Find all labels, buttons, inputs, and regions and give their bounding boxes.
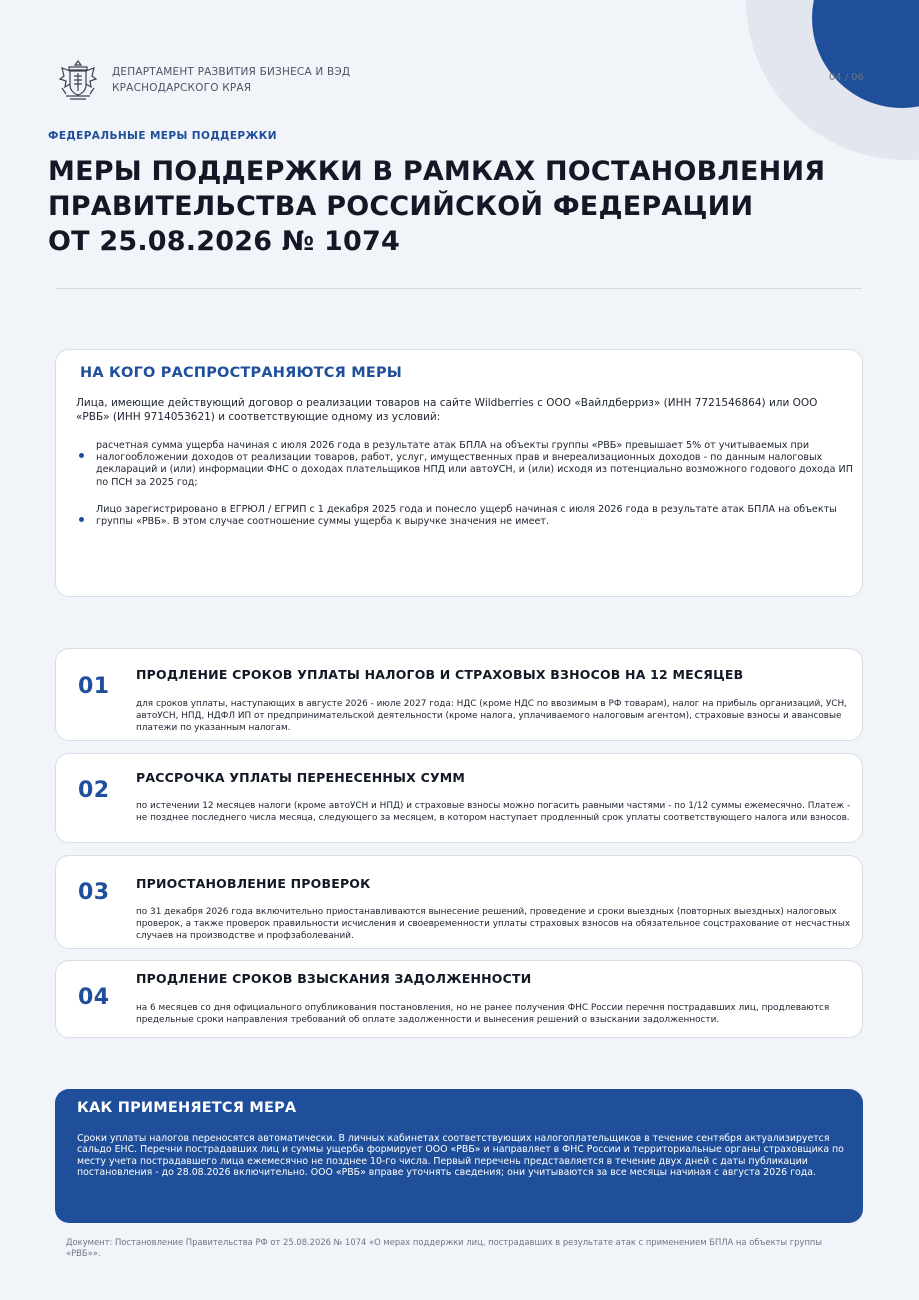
department-name-line1: ДЕПАРТАМЕНТ РАЗВИТИЯ БИЗНЕСА И ВЭД xyxy=(112,66,351,78)
measure-card-03 xyxy=(55,855,863,949)
measure-title: ПРОДЛЕНИЕ СРОКОВ ВЗЫСКАНИЯ ЗАДОЛЖЕННОСТИ xyxy=(136,971,532,986)
coat-of-arms-icon xyxy=(56,58,100,102)
eligibility-condition-text: Лицо зарегистрировано в ЕГРЮЛ / ЕГРИП с 1 декабря 2025 года и понесло ущерб начиная с июля 2026 года в результате атак БПЛА на объекты группы «РВБ». В этом случае соотношение суммы ущерба к выручке значения не имеет. xyxy=(96,503,837,528)
department-name xyxy=(112,64,350,96)
page-title-line2: ПРАВИТЕЛЬСТВА РОССИЙСКОЙ ФЕДЕРАЦИИ xyxy=(48,191,754,222)
measure-number: 01 xyxy=(78,674,110,699)
eligibility-card xyxy=(55,349,863,597)
measure-number: 03 xyxy=(78,880,110,905)
title-divider xyxy=(56,288,862,289)
eligibility-condition xyxy=(76,440,856,489)
eligibility-conditions xyxy=(76,440,856,543)
eligibility-heading: НА КОГО РАСПРОСТРАНЯЮТСЯ МЕРЫ xyxy=(80,365,403,381)
page-title xyxy=(48,154,898,259)
how-it-applies-panel xyxy=(55,1089,863,1223)
measure-text: для сроков уплаты, наступающих в августе 2026 - июле 2027 года: НДС (кроме НДС по ввозимым в РФ товарам), налог на прибыль организаций, УСН, автоУСН, НПД, НДФЛ ИП от предпринимательской деятельности (кроме налога, уплачиваемого налоговым агентом), страховые взносы и авансовые платежи по указанным налогам. xyxy=(136,699,847,733)
measure-text: на 6 месяцев со дня официального опубликования постановления, но не ранее получения ФНС России перечня пострадавших лиц, продлеваются предельные сроки направления требований об оплате задолженности и вынесения решений о взыскании задолженности. xyxy=(136,1003,830,1025)
page-header xyxy=(56,58,876,102)
bullet-dot-icon xyxy=(79,453,84,458)
how-it-applies-text: Сроки уплаты налогов переносятся автоматически. В личных кабинетах соответствующих налогоплательщиков в течение сентября актуализируется сальдо ЕНС. Перечни пострадавших лиц и суммы ущерба формирует ООО «РВБ» и направляет в ФНС России и территориальные органы страховщика по месту учета пострадавшего лица ежемесячно не позднее 10-го числа. Первый перечень представляется в течение двух дней с даты публикации постановления - до 28.08.2026 включительно. ООО «РВБ» вправе уточнять сведения; они учитываются за все месяцы начиная с августа 2026 года. xyxy=(77,1133,844,1179)
measure-number: 02 xyxy=(78,778,110,803)
page-title-line1: МЕРЫ ПОДДЕРЖКИ В РАМКАХ ПОСТАНОВЛЕНИЯ xyxy=(48,156,826,187)
measure-text: по 31 декабря 2026 года включительно приостанавливаются вынесение решений, проведение и сроки выездных (повторных выездных) налоговых проверок, а также проверок правильности исчисления и своевременности уплаты страховых взносов на обязательное соцстрахование от несчастных случаев на производстве и профзаболеваний. xyxy=(136,907,851,941)
section-kicker: ФЕДЕРАЛЬНЫЕ МЕРЫ ПОДДЕРЖКИ xyxy=(48,130,277,142)
how-it-applies-heading: КАК ПРИМЕНЯЕТСЯ МЕРА xyxy=(77,1100,297,1116)
measure-title: ПРИОСТАНОВЛЕНИЕ ПРОВЕРОК xyxy=(136,876,371,891)
eligibility-intro: Лица, имеющие действующий договор о реализации товаров на сайте Wildberries с ООО «Вайлдберриз» (ИНН 7721546864) или ООО «РВБ» (ИНН 9714053621) и соответствующие одному из условий: xyxy=(76,397,818,423)
page-number: 04 / 06 xyxy=(828,72,864,83)
measure-card-02 xyxy=(55,753,863,843)
eligibility-condition xyxy=(76,504,856,528)
measure-title: ПРОДЛЕНИЕ СРОКОВ УПЛАТЫ НАЛОГОВ И СТРАХОВЫХ ВЗНОСОВ НА 12 МЕСЯЦЕВ xyxy=(136,667,744,682)
measure-card-04 xyxy=(55,960,863,1038)
measure-card-01 xyxy=(55,648,863,741)
page-title-line3: ОТ 25.08.2026 № 1074 xyxy=(48,226,401,257)
department-name-line2: КРАСНОДАРСКОГО КРАЯ xyxy=(112,82,252,94)
measure-title: РАССРОЧКА УПЛАТЫ ПЕРЕНЕСЕННЫХ СУММ xyxy=(136,770,466,785)
measure-number: 04 xyxy=(78,985,110,1010)
measure-text: по истечении 12 месяцев налоги (кроме автоУСН и НПД) и страховые взносы можно погасить равными частями - по 1/12 суммы ежемесячно. Платеж - не позднее последнего числа месяца, следующего за месяцем, в котором наступает продленный срок уплаты соответствующего налога или взносов. xyxy=(136,801,851,823)
source-note: Документ: Постановление Правительства РФ от 25.08.2026 № 1074 «О мерах поддержки лиц, пострадавших в результате атак с применением БПЛА на объекты группы «РВБ»». xyxy=(66,1237,823,1258)
eligibility-condition-text: расчетная сумма ущерба начиная с июля 2026 года в результате атак БПЛА на объекты группы «РВБ» превышает 5% от учитываемых при налогообложении доходов от реализации товаров, работ, услуг, имущественных прав и внереализационных доходов - по данным налоговых деклараций и (или) информации ФНС о доходах плательщиков НПД или автоУСН, и (или) исходя из потенциально возможного годового дохода ИП по ПСН за 2025 год; xyxy=(96,440,853,488)
bullet-dot-icon xyxy=(79,517,84,522)
